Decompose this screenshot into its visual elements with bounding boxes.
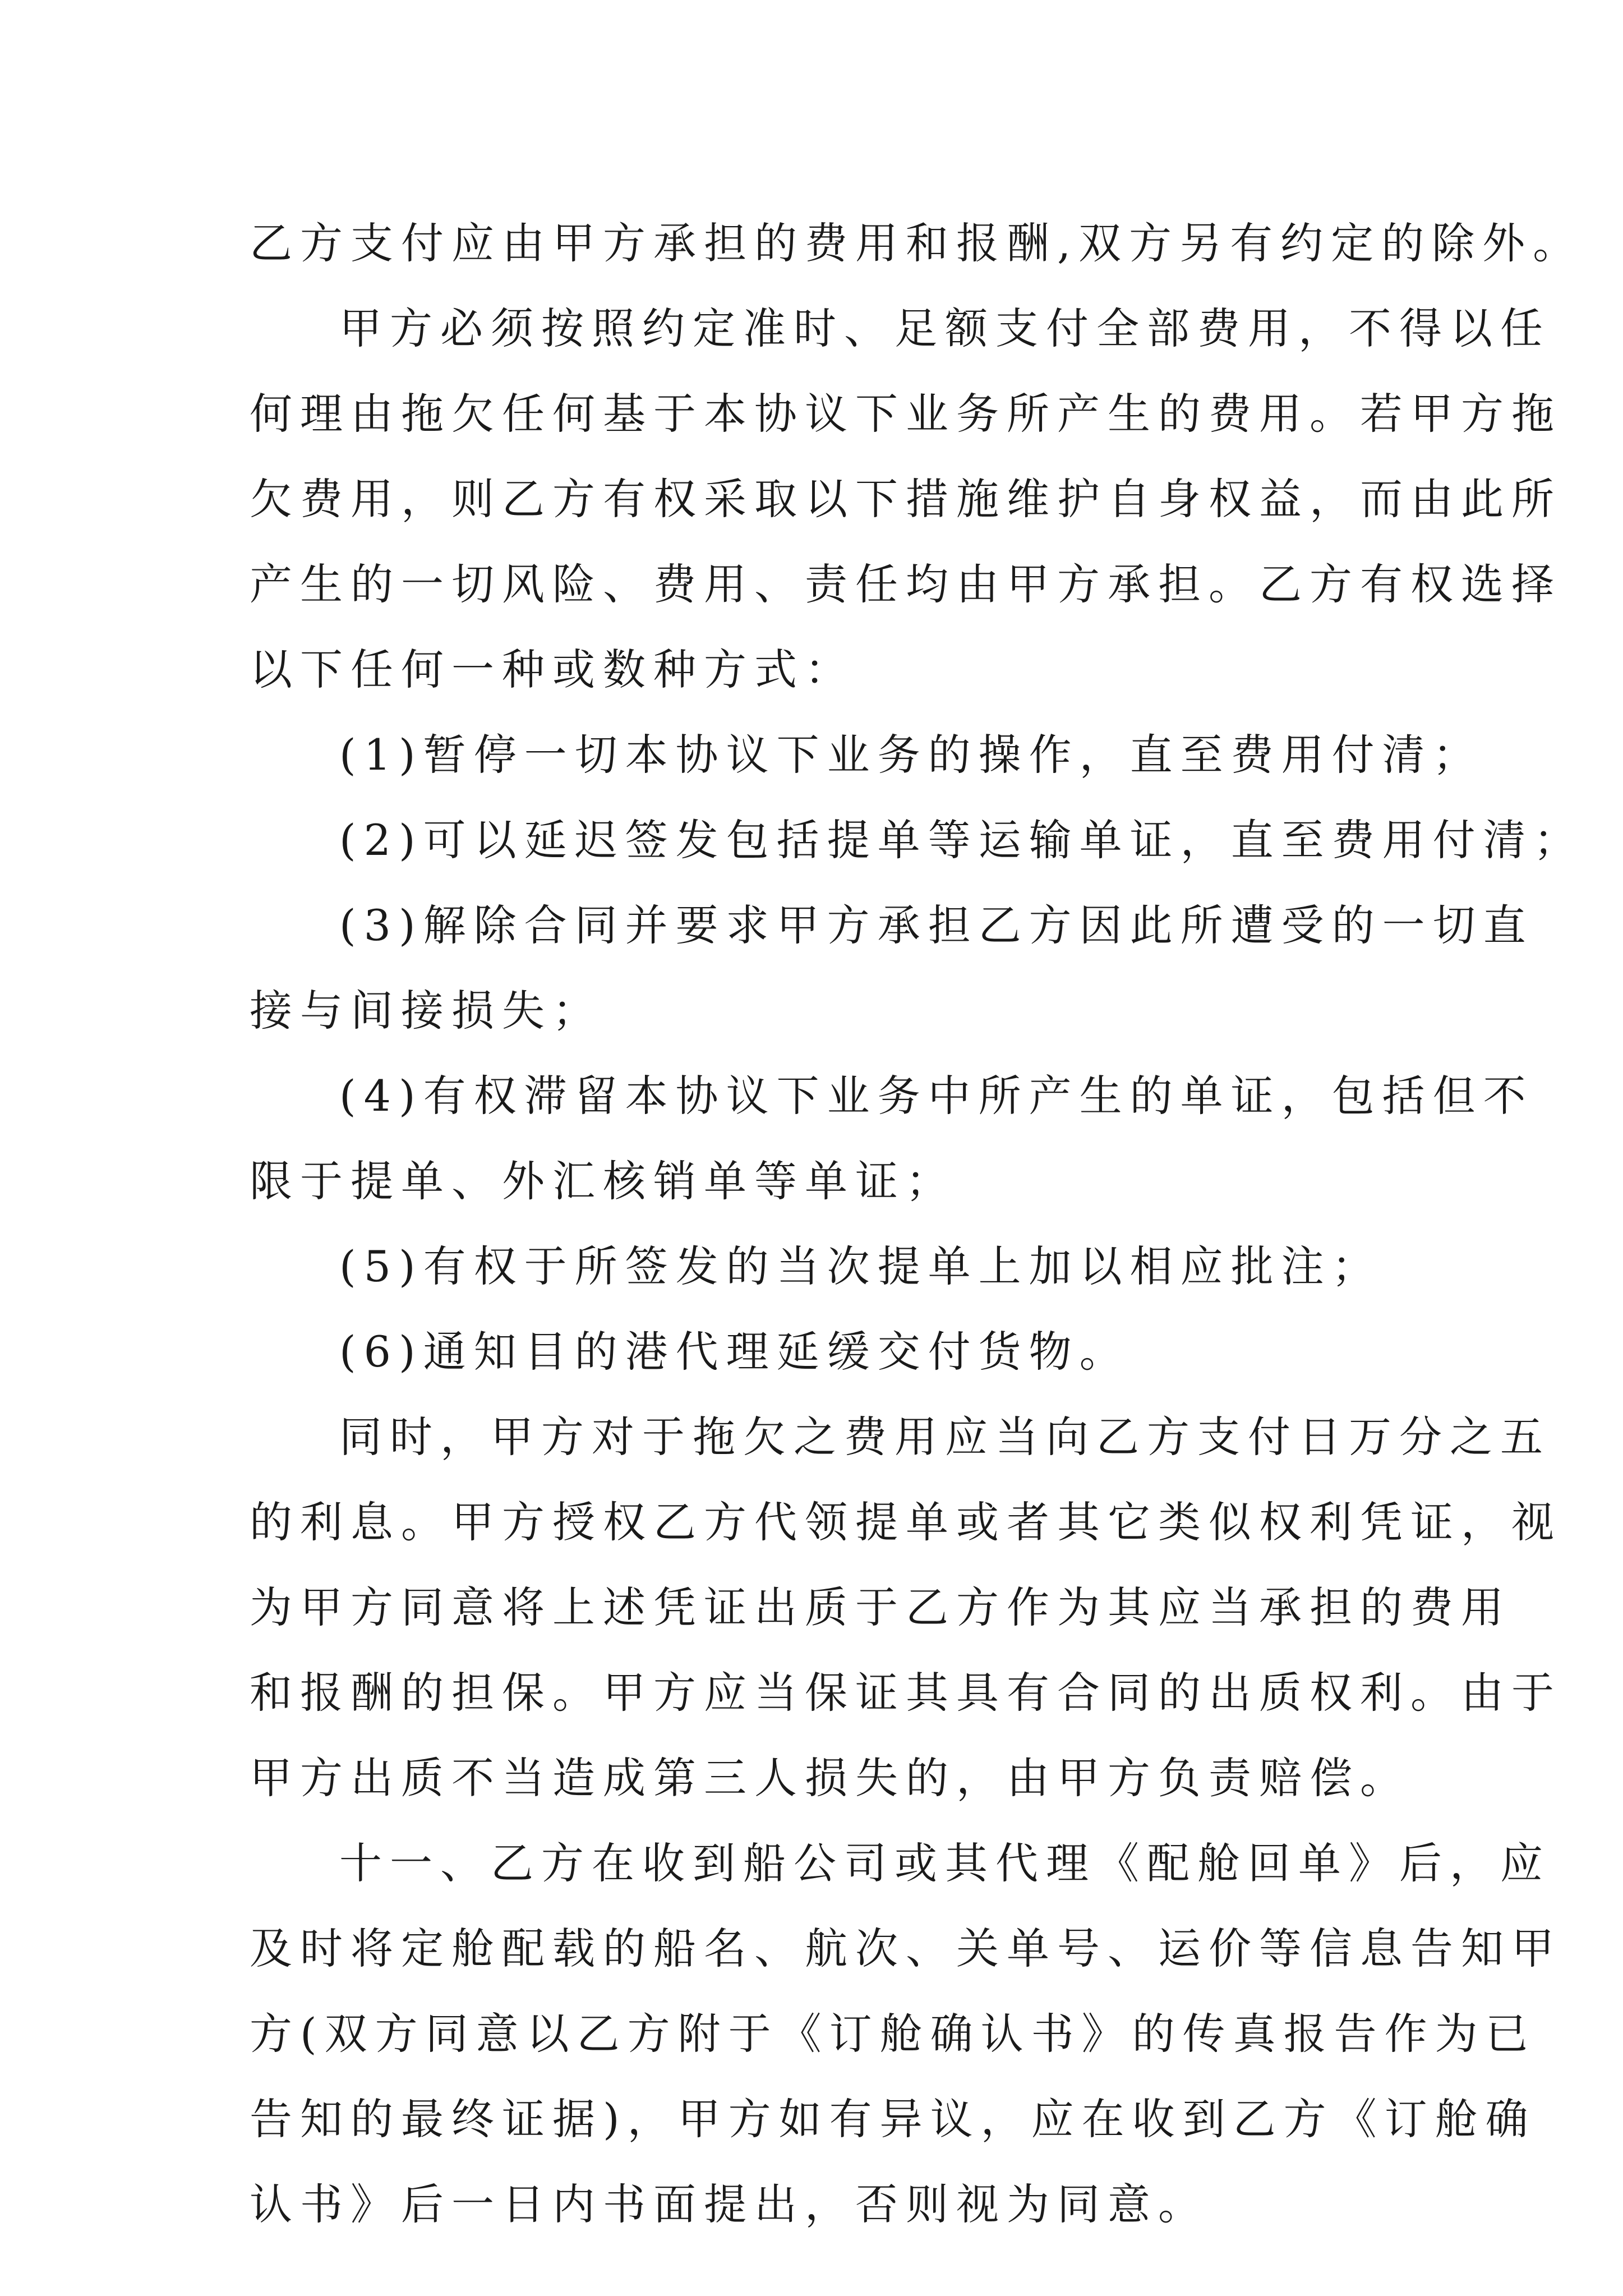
- text-line: 以下任何一种或数种方式：: [250, 645, 855, 694]
- text-line: 的利息。甲方授权乙方代领提单或者其它类似权利凭证，视: [250, 1497, 1562, 1547]
- text-line: 方(双方同意以乙方附于《订舱确认书》的传真报告作为已: [250, 2009, 1536, 2059]
- text-line: 限于提单、外汇核销单等单证；: [250, 1156, 956, 1206]
- list-item-5: (5)有权于所签发的当次提单上加以相应批注；: [339, 1241, 1382, 1291]
- text-line: 产生的一切风险、费用、责任均由甲方承担。乙方有权选择: [250, 559, 1562, 609]
- list-item-4: (4)有权滞留本协议下业务中所产生的单证，包括但不: [339, 1071, 1534, 1121]
- text-line: 何理由拖欠任何基于本协议下业务所产生的费用。若甲方拖: [250, 389, 1562, 439]
- list-item-1: (1)暂停一切本协议下业务的操作，直至费用付清；: [339, 730, 1483, 780]
- text-line: 告知的最终证据)，甲方如有异议，应在收到乙方《订舱确: [250, 2094, 1536, 2144]
- text-line: 及时将定舱配载的船名、航次、关单号、运价等信息告知甲: [250, 1924, 1562, 1973]
- text-line: 和报酬的担保。甲方应当保证其具有合同的出质权利。由于: [250, 1668, 1562, 1718]
- text-line: 甲方出质不当造成第三人损失的，由甲方负责赔偿。: [250, 1753, 1410, 1803]
- list-item-3: (3)解除合同并要求甲方承担乙方因此所遭受的一切直: [339, 900, 1534, 950]
- text-line: 欠费用，则乙方有权采取以下措施维护自身权益，而由此所: [250, 474, 1562, 524]
- text-line: 乙方支付应由甲方承担的费用和报酬,双方另有约定的除外。: [250, 218, 1584, 268]
- list-item-2: (2)可以延迟签发包括提单等运输单证，直至费用付清；: [339, 815, 1584, 865]
- text-line: 为甲方同意将上述凭证出质于乙方作为其应当承担的费用: [250, 1582, 1511, 1632]
- text-line: 认书》后一日内书面提出，否则视为同意。: [250, 2179, 1209, 2229]
- paragraph-line: 甲方必须按照约定准时、足额支付全部费用，不得以任: [339, 303, 1551, 353]
- document-body: [250, 201, 1584, 2247]
- text-line: 接与间接损失；: [250, 986, 603, 1036]
- list-item-6: (6)通知目的港代理延缓交付货物。: [339, 1327, 1130, 1377]
- clause-eleven: 十一、乙方在收到船公司或其代理《配舱回单》后，应: [339, 1838, 1551, 1888]
- paragraph-line: 同时，甲方对于拖欠之费用应当向乙方支付日万分之五: [339, 1412, 1551, 1462]
